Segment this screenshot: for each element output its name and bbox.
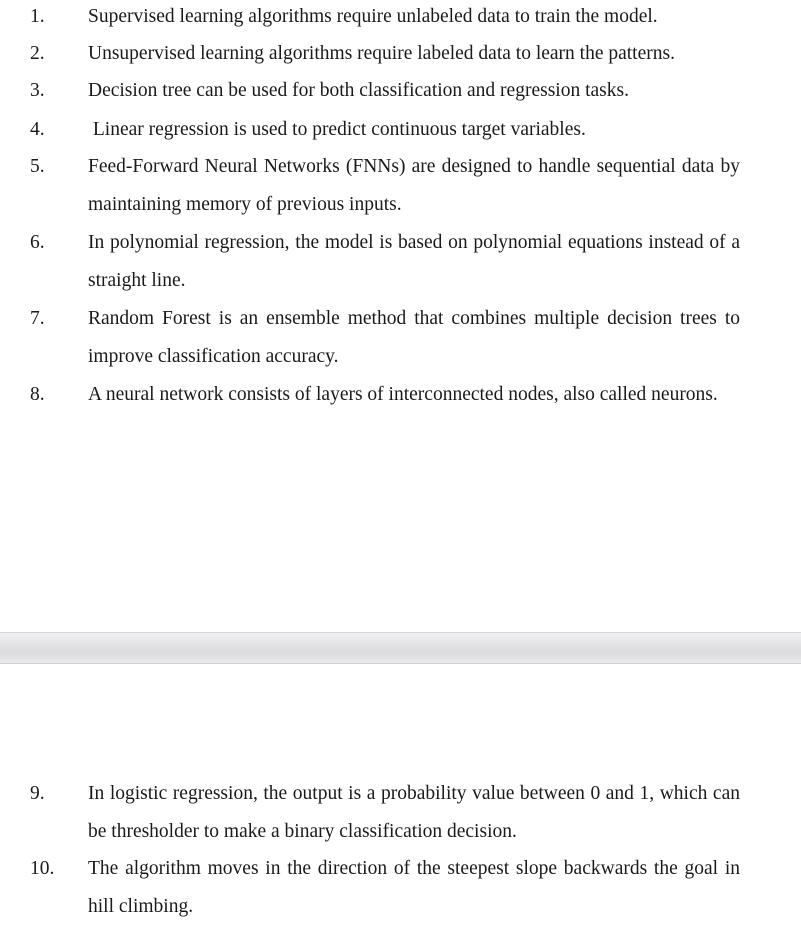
page-break-separator xyxy=(0,632,801,664)
item-text: In polynomial regression, the model is based on polynomial equations instead of a straight line. xyxy=(88,232,740,291)
item-number: 7. xyxy=(30,308,45,329)
item-text: A neural network consists of layers of interconnected nodes, also called neurons. xyxy=(88,384,718,405)
item-number: 1. xyxy=(30,6,45,27)
item-number: 10. xyxy=(30,858,55,879)
item-text: Supervised learning algorithms require unlabeled data to train the model. xyxy=(88,6,658,27)
item-number: 4. xyxy=(30,119,45,140)
item-text: Feed-Forward Neural Networks (FNNs) are designed to handle sequential data by maintaining memory of previous inputs. xyxy=(88,156,740,215)
item-number: 2. xyxy=(30,43,45,64)
item-number: 3. xyxy=(30,80,45,101)
item-text: Random Forest is an ensemble method that combines multiple decision trees to improve classification accuracy. xyxy=(88,308,740,367)
item-text: In logistic regression, the output is a probability value between 0 and 1, which can be thresholder to make a binary classification decision. xyxy=(88,783,740,842)
item-text: Decision tree can be used for both classification and regression tasks. xyxy=(88,80,629,101)
item-text: Linear regression is used to predict continuous target variables. xyxy=(88,119,586,140)
item-number: 8. xyxy=(30,384,45,405)
item-number: 6. xyxy=(30,232,45,253)
item-text: The algorithm moves in the direction of the steepest slope backwards the goal in hill climbing. xyxy=(88,858,740,917)
item-text: Unsupervised learning algorithms require labeled data to learn the patterns. xyxy=(88,43,675,64)
item-number: 5. xyxy=(30,156,45,177)
document-page-2 xyxy=(0,664,801,928)
item-number: 9. xyxy=(30,783,45,804)
